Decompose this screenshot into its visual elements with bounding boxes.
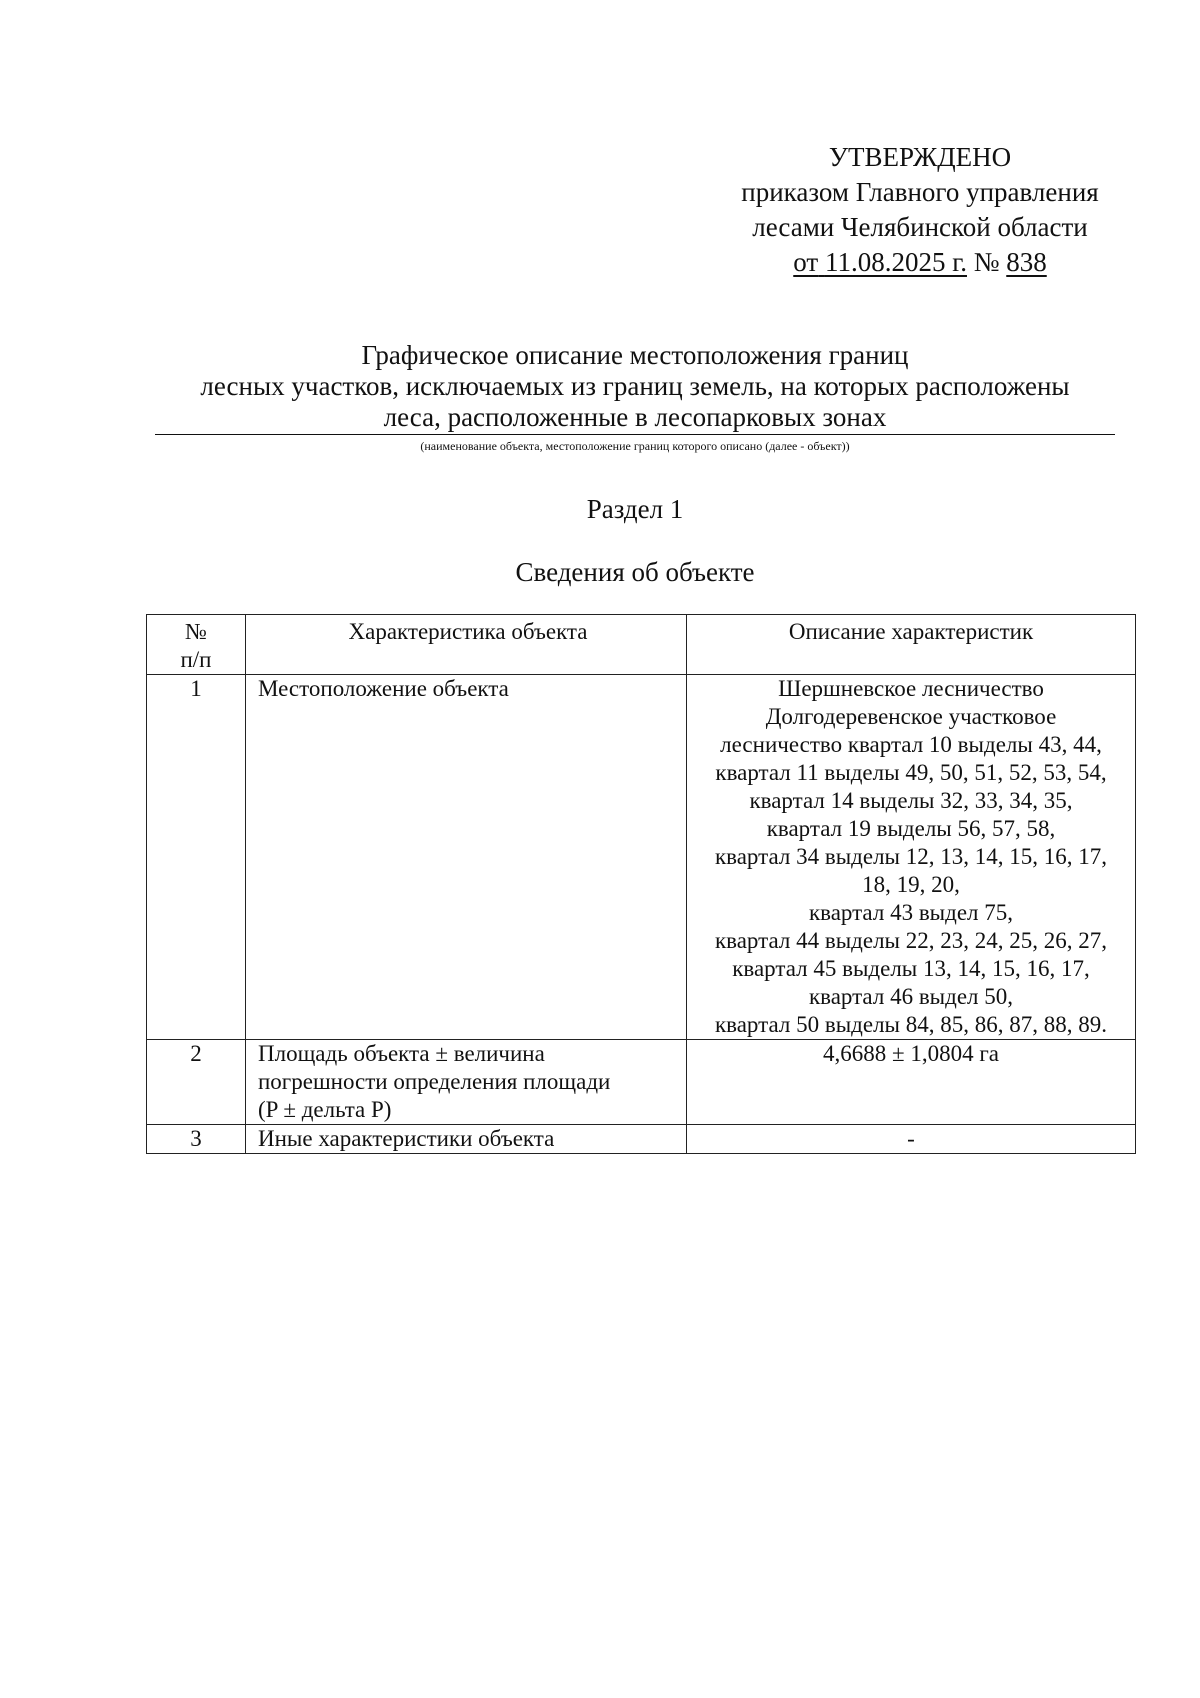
header-number: № п/п [147,615,246,675]
row-number: 3 [147,1125,246,1154]
row-description: Шершневское лесничество Долгодеревенское участковое лесничество квартал 10 выделы 43, 44, квартал 11 выделы 49, 50, 51, 52, 53, 54, квартал 14 выделы 32, 33, 34, 35, квартал 19 выделы 56, 57, 58, квартал 34 выделы 12, 13, 14, 15, 16, 17, 18, 19, 20, квартал 43 выдел 75, квартал 44 выделы 22, 23, 24, 25, 26, 27, квартал 45 выделы 13, 14, 15, 16, 17, квартал 46 выдел 50, квартал 50 выделы 84, 85, 86, 87, 88, 89. [687,675,1136,1040]
section-heading: Раздел 1 [586,494,684,524]
row-characteristic: Местоположение объекта [246,675,687,1040]
approval-heading: УТВЕРЖДЕНО [828,142,1012,172]
row-description: 4,6688 ± 1,0804 га [687,1040,1136,1125]
approval-date: от 11.08.2025 г. [793,247,967,277]
row-number: 2 [147,1040,246,1125]
approval-date-line [690,245,1150,280]
title-line-2: лесных участков, исключаемых из границ земель, на которых расположены [200,371,1070,401]
document-title [155,340,1115,433]
approval-block [690,140,1150,280]
table-row [147,1125,1136,1154]
header-description: Описание характеристик [687,615,1136,675]
section-subheading: Сведения об объекте [515,557,755,587]
object-info-table [146,614,1136,1154]
title-underline [155,434,1115,435]
row-characteristic: Иные характеристики объекта [246,1125,687,1154]
row-number: 1 [147,675,246,1040]
row-description: - [687,1125,1136,1154]
header-characteristic: Характеристика объекта [246,615,687,675]
title-caption: (наименование объекта, местоположение границ которого описано (далее - объект)) [420,439,850,453]
table-header-row [147,615,1136,675]
approval-number-sign: № [973,247,1000,277]
title-line-1: Графическое описание местоположения границ [361,340,909,370]
table-row [147,675,1136,1040]
approval-line-2: лесами Челябинской области [752,212,1088,242]
approval-line-1: приказом Главного управления [741,177,1099,207]
row-characteristic: Площадь объекта ± величина погрешности определения площади (P ± дельта P) [246,1040,687,1125]
table-row [147,1040,1136,1125]
approval-number: 838 [1006,247,1047,277]
title-line-3: леса, расположенные в лесопарковых зонах [383,402,887,432]
